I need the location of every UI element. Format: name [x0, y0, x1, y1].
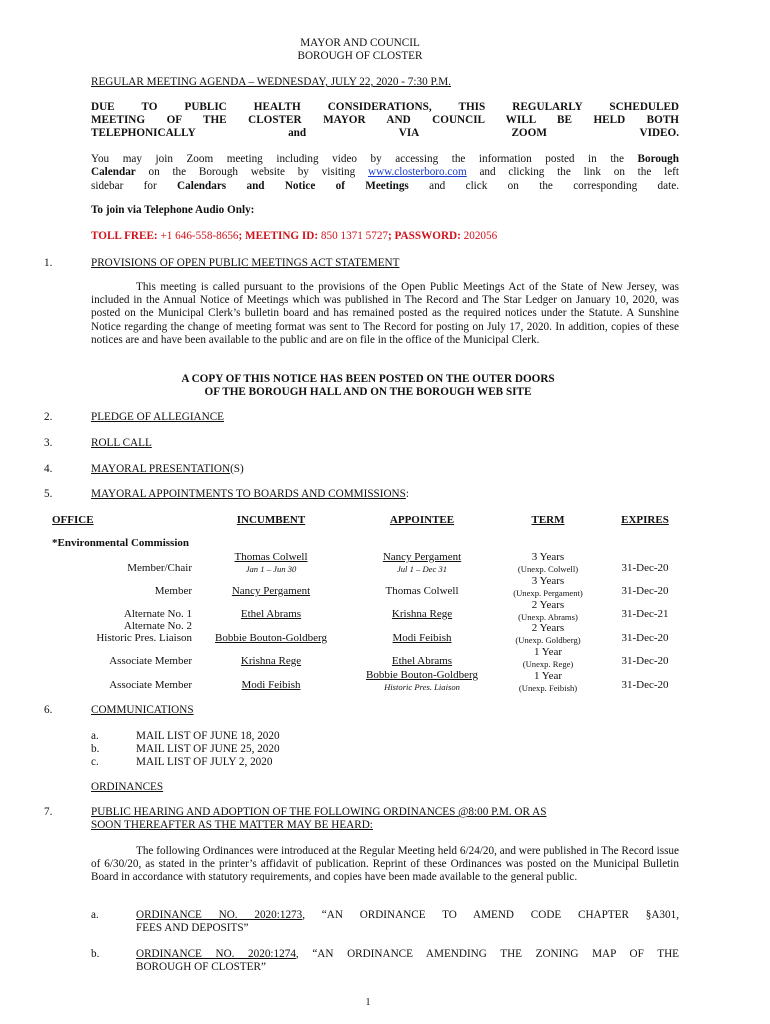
health-notice — [91, 101, 679, 140]
row-3-term: 2 Years — [531, 599, 565, 611]
ordinances-paragraph: The following Ordinances were introduced at the Regular Meeting held 6/24/20, and were published in The Record issue of 6/30/20, as stated in the printer’s affidavit of publication. Reprint of these Ordinances was posted on the Municipal Bulletin Board in accordance with statutory requirements, and copies have been made available to the general public. — [91, 845, 679, 884]
row-5-expires: 31-Dec-20 — [621, 655, 669, 667]
comm-letter-b: b. — [91, 743, 100, 755]
ordinance-b — [136, 948, 679, 975]
item-number-5: 5. — [44, 488, 53, 500]
item-number-2: 2. — [44, 411, 53, 423]
row-6-incumbent: Modi Feibish — [241, 679, 301, 691]
row-4-term-note: (Unexp. Goldberg) — [515, 635, 581, 645]
page-number: 1 — [365, 997, 371, 1008]
row-5-term: 1 Year — [533, 646, 563, 658]
row-6-office: Associate Member — [109, 679, 192, 691]
header-office: OFFICE — [52, 514, 94, 526]
item-title-5-text: MAYORAL APPOINTMENTS TO BOARDS AND COMMISSIONS — [91, 488, 406, 500]
item-number-3: 3. — [44, 437, 53, 449]
toll-free-label: TOLL FREE: — [91, 230, 158, 242]
ordinance-a-text-2: FEES AND DEPOSITS” — [136, 922, 249, 935]
row-5-appointee: Ethel Abrams — [391, 655, 453, 667]
item-title-5-suffix: : — [405, 488, 409, 500]
header-appointee: APPOINTEE — [389, 514, 455, 526]
row-1-office: Member/Chair — [127, 562, 192, 574]
comm-text-a: MAIL LIST OF JUNE 18, 2020 — [136, 730, 280, 742]
row-2-office: Member — [154, 585, 192, 597]
telephone-heading: To join via Telephone Audio Only: — [91, 204, 255, 216]
item-number-4: 4. — [44, 463, 53, 475]
row-3-incumbent: Ethel Abrams — [240, 608, 302, 620]
item-title-4 — [91, 463, 244, 475]
item-title-6: COMMUNICATIONS — [91, 704, 194, 716]
posted-notice-line-2: OF THE BOROUGH HALL AND ON THE BOROUGH WEB SITE — [204, 386, 532, 398]
item-title-1: PROVISIONS OF OPEN PUBLIC MEETINGS ACT STATEMENT — [91, 257, 400, 269]
item-number-7: 7. — [44, 806, 53, 818]
row-1-term: 3 Years — [531, 551, 565, 563]
row-6-expires: 31-Dec-20 — [621, 679, 669, 691]
telephone-info — [91, 230, 497, 242]
row-3-term-note: (Unexp. Abrams) — [518, 612, 578, 622]
zoom-line3-b: and click on the corresponding date. — [408, 179, 679, 192]
zoom-borough: Borough — [637, 153, 679, 165]
row-3-appointee: Krishna Rege — [391, 608, 453, 620]
notice-line-2: MEETING OF THE CLOSTER MAYOR AND COUNCIL WILL BE HELD BOTH — [91, 114, 679, 126]
row-4-appointee: Modi Feibish — [392, 632, 452, 644]
row-5-office: Associate Member — [109, 655, 192, 667]
ordinance-b-text-2: BOROUGH OF CLOSTER” — [136, 961, 266, 974]
comm-text-c: MAIL LIST OF JULY 2, 2020 — [136, 756, 273, 768]
row-1-expires: 31-Dec-20 — [621, 562, 669, 574]
row-1-incumbent-note: Jan 1 – Jun 30 — [245, 564, 297, 574]
zoom-calendars-notice: Calendars and Notice of Meetings — [177, 179, 409, 192]
row-4-term: 2 Years — [531, 622, 565, 634]
row-2-term-note: (Unexp. Pergament) — [513, 588, 583, 598]
header-expires: EXPIRES — [621, 514, 669, 526]
item-title-4-text: MAYORAL PRESENTATION — [91, 463, 231, 475]
row-2-expires: 31-Dec-20 — [621, 585, 669, 597]
row-5-incumbent: Krishna Rege — [240, 655, 302, 667]
ordinance-a — [136, 909, 679, 936]
row-6-term-note: (Unexp. Feibish) — [518, 683, 578, 693]
zoom-mid: on the Borough website by visiting — [135, 166, 368, 179]
row-4-incumbent: Bobbie Bouton-Goldberg — [215, 632, 327, 644]
item-title-4-suffix: (S) — [230, 463, 244, 475]
ordinance-a-number: ORDINANCE NO. 2020:1273 — [136, 909, 303, 921]
row-2-incumbent: Nancy Pergament — [231, 585, 311, 597]
row-3-office: Alternate No. 1 — [123, 608, 192, 620]
ordinances-heading: ORDINANCES — [91, 781, 164, 793]
header-term: TERM — [531, 514, 565, 526]
row-3-expires: 31-Dec-21 — [621, 608, 669, 620]
item-title-7-line-2: SOON THEREAFTER AS THE MATTER MAY BE HEARD: — [91, 819, 373, 831]
ordinance-b-text: , “AN ORDINANCE AMENDING THE ZONING MAP OF THE — [295, 948, 679, 960]
commission-name: *Environmental Commission — [52, 537, 190, 549]
row-6-appointee: Bobbie Bouton-Goldberg — [366, 669, 478, 681]
header-line-1: MAYOR AND COUNCIL — [300, 37, 420, 49]
ordinance-letter-b: b. — [91, 948, 100, 960]
zoom-calendar: Calendar — [91, 166, 136, 179]
header-incumbent: INCUMBENT — [236, 514, 306, 526]
row-5-term-note: (Unexp. Rege) — [522, 659, 574, 669]
ordinance-letter-a: a. — [91, 909, 99, 921]
zoom-line3-a: sidebar for — [91, 179, 178, 192]
row-1-appointee: Nancy Pergament — [382, 551, 462, 563]
toll-free-number: +1 646-558-8656 — [160, 230, 239, 242]
comm-letter-c: c. — [91, 756, 99, 768]
comm-text-b: MAIL LIST OF JUNE 25, 2020 — [136, 743, 280, 755]
row-6-appointee-note: Historic Pres. Liaison — [384, 682, 460, 692]
zoom-intro: You may join Zoom meeting including video by accessing the information posted in the — [91, 153, 624, 165]
zoom-paragraph — [91, 153, 679, 193]
header-line-2: BOROUGH OF CLOSTER — [297, 50, 423, 62]
item-number-6: 6. — [44, 704, 53, 716]
notice-line-3: TELEPHONICALLY and VIA ZOOM VIDEO. — [91, 127, 679, 139]
row-4-office-2: Historic Pres. Liaison — [96, 632, 192, 644]
row-2-term: 3 Years — [531, 575, 565, 587]
row-4-expires: 31-Dec-20 — [621, 632, 669, 644]
row-4-office: Alternate No. 2 — [123, 620, 192, 632]
item-number-1: 1. — [44, 257, 53, 269]
ordinance-b-number: ORDINANCE NO. 2020:1274 — [136, 948, 296, 960]
comm-letter-a: a. — [91, 730, 99, 742]
row-1-appointee-note: Jul 1 – Dec 31 — [396, 564, 448, 574]
meeting-id-label: ; MEETING ID: — [238, 230, 319, 242]
row-1-incumbent: Thomas Colwell — [234, 551, 308, 563]
item-title-5 — [91, 488, 409, 500]
item-title-3: ROLL CALL — [91, 437, 152, 449]
item-title-7: PUBLIC HEARING AND ADOPTION OF THE FOLLOWING ORDINANCES @8:00 P.M. OR AS — [91, 806, 547, 818]
zoom-after-link: and clicking the link on the left — [466, 166, 679, 179]
notice-line-1: DUE TO PUBLIC HEALTH CONSIDERATIONS, THIS REGULARLY SCHEDULED — [91, 101, 679, 113]
meeting-id: 850 1371 5727 — [320, 230, 389, 242]
ordinance-a-text: , “AN ORDINANCE TO AMEND CODE CHAPTER §A301, — [302, 909, 679, 921]
row-1-term-note: (Unexp. Colwell) — [517, 564, 579, 574]
agenda-title: REGULAR MEETING AGENDA – WEDNESDAY, JULY 22, 2020 - 7:30 P.M. — [91, 76, 451, 88]
posted-notice-line-1: A COPY OF THIS NOTICE HAS BEEN POSTED ON THE OUTER DOORS — [181, 373, 555, 385]
row-6-term: 1 Year — [533, 670, 563, 682]
row-2-appointee: Thomas Colwell — [385, 585, 459, 597]
item-title-2: PLEDGE OF ALLEGIANCE — [91, 411, 224, 423]
password-value: 202056 — [463, 230, 498, 242]
password-label: ; PASSWORD: — [388, 230, 461, 242]
borough-website-link[interactable]: www.closterboro.com — [367, 166, 467, 179]
opma-paragraph: This meeting is called pursuant to the provisions of the Open Public Meetings Act of the State of New Jersey, was included in the Annual Notice of Meetings which was published in The Record and The Star Ledger on January 10, 2020, was posted on the Municipal Clerk’s bulletin board and has remained posted as the required notices under the Statute. A Sunshine Notice regarding the change of meeting format was sent to The Record for posting on July 17, 2020. In addition, copies of these notices are and have been available to the public and are on file in the office of the Municipal Clerk. — [91, 281, 679, 346]
